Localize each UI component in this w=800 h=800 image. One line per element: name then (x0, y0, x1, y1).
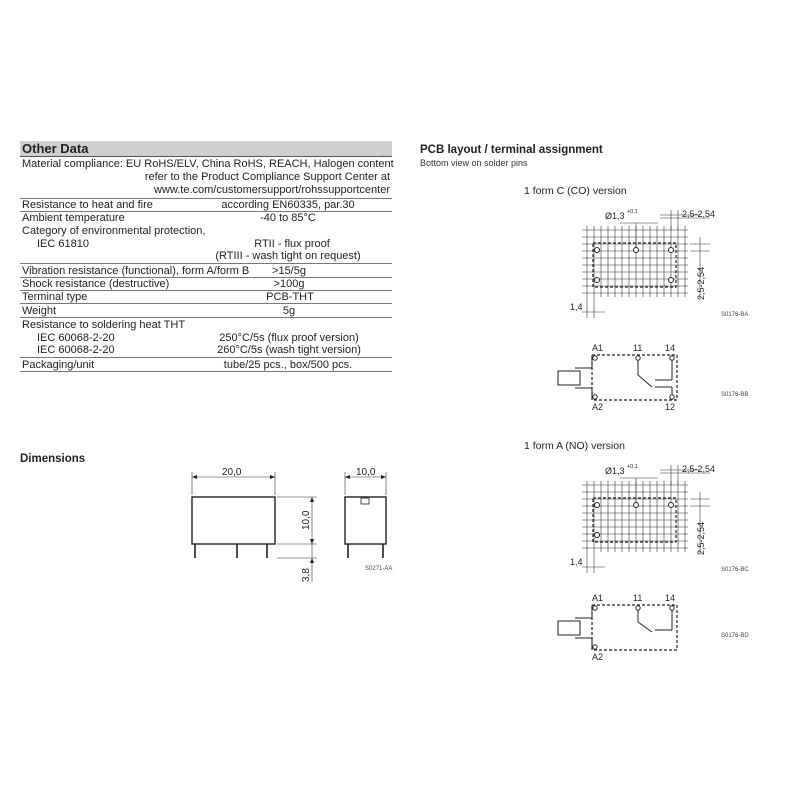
co-pin-a1: A1 (592, 343, 604, 353)
shock-label: Shock resistance (destructive) (22, 278, 170, 290)
vibration-value: >15/5g (272, 265, 306, 277)
no-pitch-dim-h: 2,5-2,54 (682, 464, 716, 474)
terminal-value: PCB-THT (266, 291, 314, 303)
co-pitch-dim-h: 2,5-2,54 (682, 209, 716, 219)
co-pitch-dim-v: 2,5-2,54 (696, 266, 706, 300)
material-line-1: Material compliance: EU RoHS/ELV, China RoHS, REACH, Halogen content (22, 158, 394, 170)
weight-row (20, 305, 392, 318)
solder-standard-2: IEC 60068-2-20 (37, 344, 115, 356)
dim-length: 20,0 (222, 467, 242, 478)
no-version-caption: 1 form A (NO) version (524, 440, 625, 452)
co-schematic (555, 340, 685, 415)
weight-label: Weight (22, 305, 57, 317)
heat-fire-value: according EN60335, par.30 (221, 199, 355, 211)
dim-pin-length: 3,8 (301, 568, 312, 582)
co-pin-12: 12 (665, 402, 676, 412)
material-line-3: www.te.com/customersupport/rohssupportcenter (154, 184, 390, 196)
co-edge-dim: 1,4 (570, 302, 583, 312)
env-protection-value-1: RTII - flux proof (254, 238, 330, 250)
no-hole-dim: Ø1,3 (605, 466, 625, 476)
solder-heat-label: Resistance to soldering heat THT (22, 319, 186, 331)
co-pin-11: 11 (633, 343, 643, 353)
no-hole-tol: +0,1 (627, 464, 638, 470)
dimensions-title: Dimensions (20, 453, 86, 465)
no-pcb-layout-drawing (560, 455, 720, 580)
dimensions-code: S0271-AA (365, 566, 393, 572)
dim-height: 10,0 (301, 510, 312, 530)
no-schematic (555, 590, 685, 665)
ambient-value: -40 to 85°C (260, 212, 316, 224)
env-protection-standard: IEC 61810 (37, 238, 89, 250)
pcb-layout-title: PCB layout / terminal assignment (420, 144, 603, 156)
ambient-row (20, 212, 392, 224)
terminal-row (20, 291, 392, 304)
vibration-row (20, 265, 392, 278)
co-hole-tol: +0,1 (627, 209, 638, 215)
dim-width: 10,0 (356, 467, 376, 478)
co-hole-dim: Ø1,3 (605, 211, 625, 221)
heat-fire-label: Resistance to heat and fire (22, 199, 153, 211)
co-pin-a2: A2 (592, 402, 604, 412)
co-pin-14: 14 (665, 343, 676, 353)
no-pin-14: 14 (665, 593, 676, 603)
terminal-label: Terminal type (22, 291, 88, 303)
packaging-row (20, 359, 392, 372)
env-protection-label: Category of environmental protection, (22, 225, 206, 237)
pcb-layout-subtitle: Bottom view on solder pins (420, 158, 528, 168)
solder-heat-row (20, 319, 392, 358)
material-line-2: refer to the Product Compliance Support Center at (144, 171, 390, 183)
no-pin-11: 11 (633, 593, 643, 603)
solder-standard-1: IEC 60068-2-20 (37, 332, 115, 344)
no-schematic-code: S0176-BD (721, 633, 749, 639)
co-pcb-code: S0176-BA (721, 312, 749, 318)
weight-value: 5g (282, 305, 296, 317)
solder-value-1: 250°C/5s (flux proof version) (219, 332, 359, 344)
material-row (20, 158, 392, 199)
no-pitch-dim-v: 2,5-2,54 (696, 521, 706, 555)
other-data-header (20, 141, 392, 157)
co-version-caption: 1 form C (CO) version (524, 185, 627, 197)
ambient-label: Ambient temperature (22, 212, 125, 224)
no-pcb-code: S0176-BC (721, 567, 749, 573)
no-pin-a2: A2 (592, 652, 604, 662)
vibration-label: Vibration resistance (functional), form A/form B (22, 265, 250, 277)
other-data-title: Other Data (22, 141, 89, 156)
shock-value: >100g (273, 278, 305, 290)
env-protection-value-2: (RTIII - wash tight on request) (215, 250, 361, 262)
shock-row (20, 278, 392, 291)
heat-fire-row (20, 199, 392, 212)
co-pcb-layout-drawing (560, 200, 720, 325)
solder-value-2: 260°C/5s (wash tight version) (217, 344, 361, 356)
no-edge-dim: 1,4 (570, 557, 583, 567)
co-schematic-code: S0176-BB (721, 392, 749, 398)
packaging-label: Packaging/unit (22, 359, 95, 371)
packaging-value: tube/25 pcs., box/500 pcs. (223, 359, 353, 371)
no-pin-a1: A1 (592, 593, 604, 603)
env-protection-row (20, 225, 392, 264)
